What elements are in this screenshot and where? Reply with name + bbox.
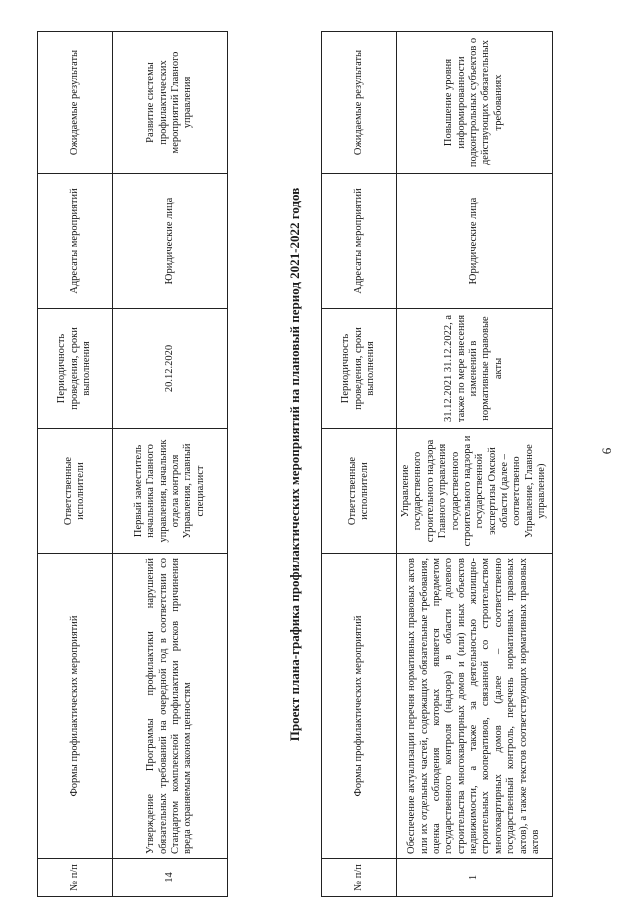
- row-form: Утверждение Программы профилактики нарушений обязательных требований на очередной год в соответствии со Стандартом комплексной профилактики рисков причинения вреда охраняемым законом ценностям: [113, 554, 228, 859]
- page-number: 6: [599, 447, 614, 455]
- header-responsible: Ответственные исполнители: [322, 429, 397, 554]
- header-addressees: Адресаты мероприятий: [322, 174, 397, 309]
- table-row: [113, 32, 228, 897]
- header-results: Ожидаемые результаты: [322, 32, 397, 174]
- row-addressees: Юридические лица: [397, 174, 553, 309]
- row-period: 31.12.2021 31.12.2022, а также по мере внесения изменений в нормативные правовые акты: [397, 309, 553, 429]
- activities-table-2020: [37, 31, 228, 897]
- header-responsible: Ответственные исполнители: [38, 429, 113, 554]
- header-results: Ожидаемые результаты: [38, 32, 113, 174]
- table-header-row: [38, 32, 113, 897]
- header-num: № п/п: [322, 859, 397, 897]
- header-addressees: Адресаты мероприятий: [38, 174, 113, 309]
- row-num: 1: [397, 859, 553, 897]
- row-form: Обеспечение актуализации перечня нормативных правовых актов или их отдельных частей, содержащих обязательные требования, оценка соблюдения которых является предметом государственного контроля (надзора) в области долевого строительства многоквартирных домов и (или) иных объектов недвижимости, а также за деятельностью жилищно-строительных кооперативов, связанной со строительством многоквартирных домов (далее – соответственно государственный контроль, перечень нормативных правовых актов), а также текстов соответствующих нормативных правовых актов: [397, 554, 553, 859]
- header-period: Периодичность проведения, сроки выполнения: [38, 309, 113, 429]
- row-addressees: Юридические лица: [113, 174, 228, 309]
- row-responsible: Управление государственного строительного надзора Главного управления государственного строительного надзора и государственной экспертизы Омской области (далее – соответственно Управление, Главное управление): [397, 429, 553, 554]
- header-period: Периодичность проведения, сроки выполнения: [322, 309, 397, 429]
- header-forms: Формы профилактических мероприятий: [38, 554, 113, 859]
- row-num: 14: [113, 859, 228, 897]
- activities-table-2021-2022: [321, 31, 553, 897]
- header-forms: Формы профилактических мероприятий: [322, 554, 397, 859]
- row-responsible: Первый заместитель начальника Главного управления, начальник отдела контроля Управления, главный специалист: [113, 429, 228, 554]
- row-results: Развитие системы профилактических мероприятий Главного управления: [113, 32, 228, 174]
- table-header-row: [322, 32, 397, 897]
- section-title: Проект плана-графика профилактических мероприятий на плановый период 2021-2022 годов: [287, 187, 302, 742]
- table-row: [397, 32, 553, 897]
- header-num: № п/п: [38, 859, 113, 897]
- row-period: 20.12.2020: [113, 309, 228, 429]
- row-results: Повышение уровня информированности подконтрольных субъектов о действующих обязательных требованиях: [397, 32, 553, 174]
